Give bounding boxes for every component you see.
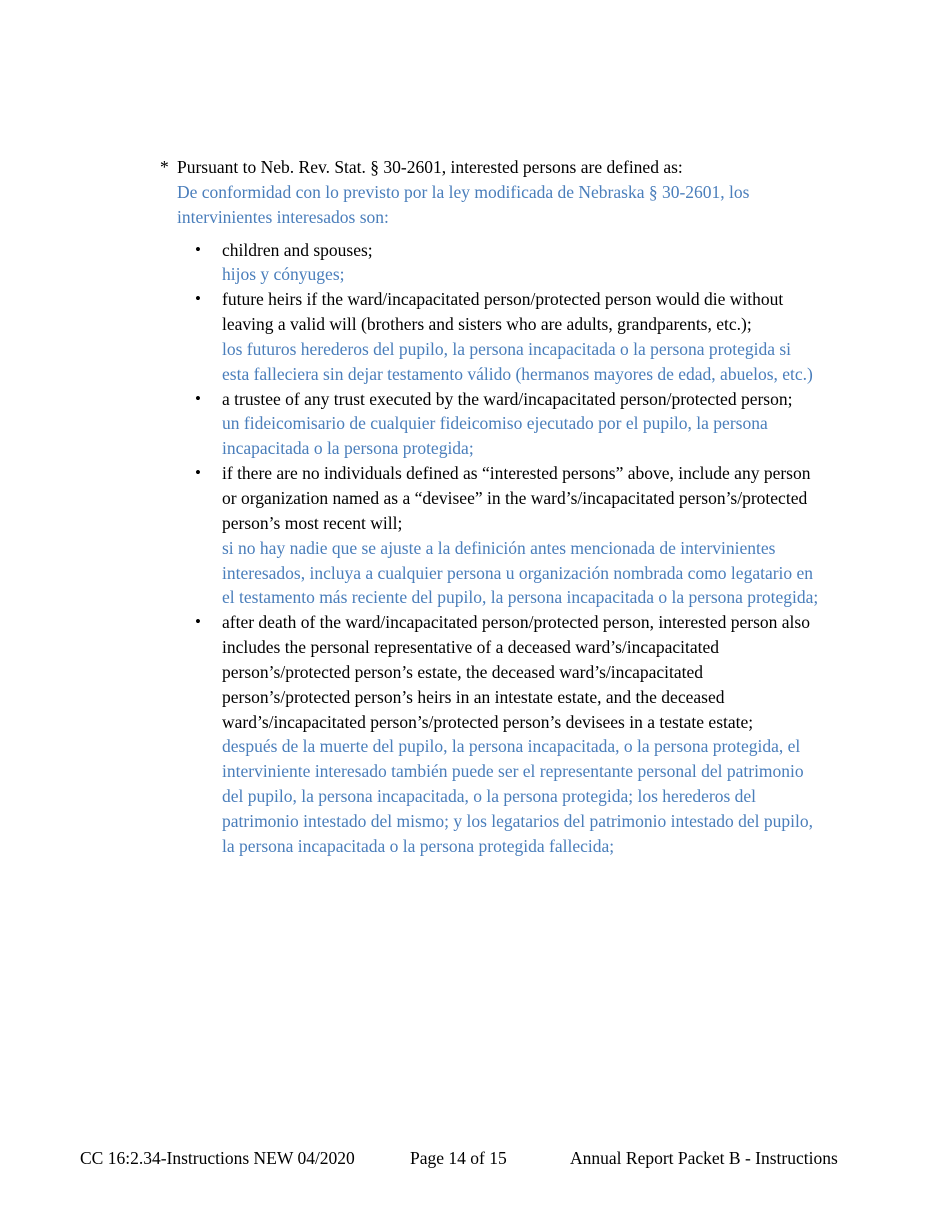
list-item-english: • future heirs if the ward/incapacitated person/protected person would die without leaving a valid will (brothers and sisters who are adults, grandparents, etc.); [222, 289, 784, 335]
intro-paragraph [160, 155, 820, 230]
intro-english-text: Pursuant to Neb. Rev. Stat. § 30-2601, interested persons are defined as: [177, 157, 683, 177]
list-item-spanish: los futuros herederos del pupilo, la persona incapacitada o la persona protegida si esta falleciera sin dejar testamento válido (hermanos mayores de edad, abuelos, etc.) [222, 338, 813, 384]
list-item [160, 238, 820, 288]
list-item-english: • after death of the ward/incapacitated person/protected person, interested person also includes the personal representative of a deceased ward’s/incapacitated person’s/protected person’s estate, the deceased ward’s/incapacitated person’s/protected person’s heirs in an intestate estate, and the deceased ward’s/incapacitated person’s/protected person’s devisees in a testate estate; [222, 612, 810, 732]
list-item-english: • a trustee of any trust executed by the ward/incapacitated person/protected person; [222, 388, 793, 409]
footer-form-number: CC 16:2.34-Instructions NEW 04/2020 [80, 1148, 355, 1168]
interested-persons-list [160, 238, 820, 859]
list-item [160, 610, 820, 858]
list-item [160, 461, 820, 610]
footnote-asterisk: * [160, 157, 169, 177]
list-item-spanish: después de la muerte del pupilo, la persona incapacitada, o la persona protegida, el interviniente interesado también puede ser el representante personal del patrimonio del pupilo, la persona incapacitada, o la persona protegida; los herederos del patrimonio intestado del mismo; y los legatarios del patrimonio intestado del pupilo, la persona incapacitada o la persona protegida fallecida; [222, 736, 814, 856]
list-item [160, 287, 820, 386]
footer-packet-label: Annual Report Packet B - Instructions [570, 1148, 838, 1168]
list-item-english: • if there are no individuals defined as “interested persons” above, include any person or organization named as a “devisee” in the ward’s/incapacitated person’s/protected person’s most recent will; [222, 463, 811, 533]
list-item [160, 387, 820, 462]
page-footer [80, 1148, 870, 1169]
document-body [160, 155, 820, 859]
intro-spanish-text: De conformidad con lo previsto por la ley modificada de Nebraska § 30-2601, los intervinientes interesados son: [177, 181, 750, 227]
footer-page-number: Page 14 of 15 [410, 1148, 507, 1168]
list-item-spanish: un fideicomisario de cualquier fideicomiso ejecutado por el pupilo, la persona incapacitada o la persona protegida; [222, 413, 768, 459]
list-item-spanish: hijos y cónyuges; [222, 264, 345, 285]
list-item-english: • children and spouses; [222, 239, 373, 260]
list-item-spanish: si no hay nadie que se ajuste a la definición antes mencionada de intervinientes interesados, incluya a cualquier persona u organización nombrada como legatario en el testamento más reciente del pupilo, la persona incapacitada o la persona protegida; [222, 537, 819, 608]
